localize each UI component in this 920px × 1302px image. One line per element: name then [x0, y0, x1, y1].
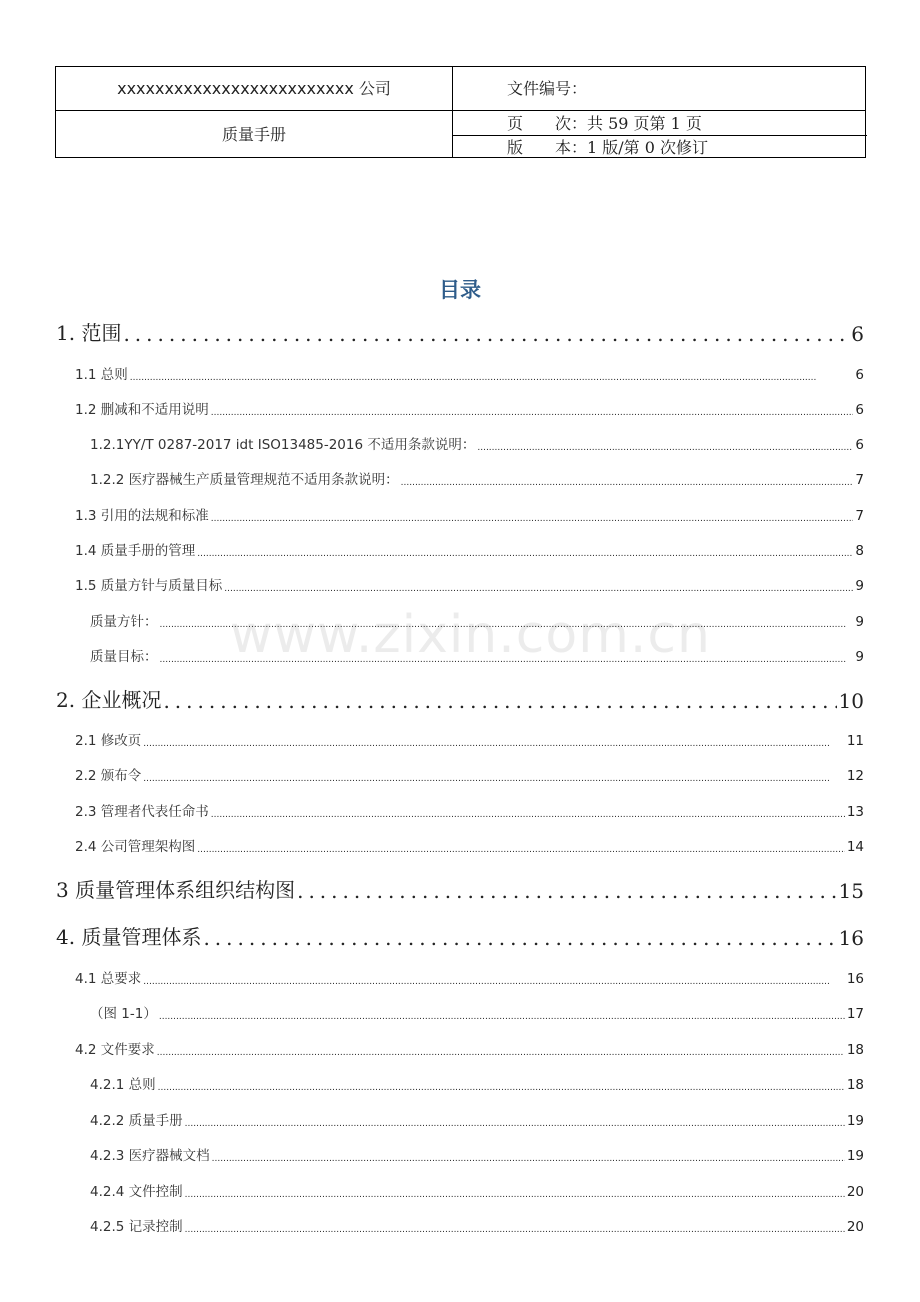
toc-entry-label: 4.2.3 医疗器械文档	[90, 1148, 210, 1164]
table-divider-horizontal-right	[452, 135, 867, 136]
toc-dot-leader	[158, 1083, 845, 1093]
toc-entry-label: 3 质量管理体系组织结构图	[56, 878, 296, 902]
page-label: 页 次：	[507, 114, 588, 133]
toc-entry[interactable]	[75, 1040, 864, 1058]
document-header-table	[55, 66, 866, 158]
toc-dot-leader	[211, 514, 854, 524]
toc-entry-label: （图 1-1）	[90, 1006, 157, 1022]
toc-entry[interactable]	[56, 687, 864, 713]
toc-entry[interactable]	[90, 470, 864, 488]
toc-entry-page: 16	[838, 926, 864, 950]
toc-dot-leader	[185, 1190, 845, 1200]
toc-entry-page: 10	[838, 689, 864, 713]
toc-dot-leader	[185, 1225, 845, 1235]
toc-entry-page: 13	[846, 804, 864, 820]
toc-entry-page: 6	[851, 322, 864, 346]
toc-entry-label: 2.3 管理者代表任命书	[75, 804, 209, 820]
toc-dot-leader	[159, 1012, 845, 1022]
toc-entry[interactable]	[75, 802, 864, 820]
toc-entry-page: 6	[855, 402, 864, 418]
version-info	[507, 140, 708, 156]
toc-entry[interactable]	[90, 1182, 864, 1200]
toc-dot-leader	[157, 1048, 845, 1058]
toc-entry-page: 11	[846, 733, 864, 749]
toc-entry-page: 6	[855, 367, 864, 383]
toc-dot-leader	[203, 926, 836, 950]
toc-entry[interactable]	[75, 400, 864, 418]
toc-entry-label: 1.3 引用的法规和标准	[75, 508, 209, 524]
toc-dot-leader	[224, 584, 853, 594]
toc-entry-page: 20	[846, 1219, 864, 1235]
toc-entry[interactable]	[75, 541, 864, 559]
toc-entry[interactable]	[56, 320, 864, 346]
toc-entry-label: 4.1 总要求	[75, 971, 142, 987]
toc-entry-page: 18	[846, 1042, 864, 1058]
toc-entry[interactable]	[90, 612, 864, 630]
toc-dot-leader	[160, 620, 854, 630]
toc-dot-leader	[197, 549, 853, 559]
toc-entry[interactable]	[75, 731, 864, 749]
toc-entry-page: 9	[855, 649, 864, 665]
toc-entry-label: 1.2 删减和不适用说明	[75, 402, 209, 418]
toc-entry[interactable]	[75, 506, 864, 524]
toc-entry-label: 4.2.4 文件控制	[90, 1184, 183, 1200]
toc-dot-leader	[477, 443, 853, 453]
toc-entry-label: 4.2.2 质量手册	[90, 1113, 183, 1129]
toc-entry-page: 17	[846, 1006, 864, 1022]
toc-dot-leader	[143, 774, 845, 784]
toc-entry-page: 6	[855, 437, 864, 453]
toc-entry-page: 7	[855, 508, 864, 524]
toc-entry[interactable]	[90, 1146, 864, 1164]
toc-entry[interactable]	[90, 1111, 864, 1129]
toc-entry[interactable]	[56, 877, 864, 903]
toc-entry-page: 9	[855, 614, 864, 630]
page-info	[507, 116, 702, 132]
toc-dot-leader	[211, 408, 854, 418]
toc-entry[interactable]	[90, 1004, 864, 1022]
toc-entry-label: 4.2 文件要求	[75, 1042, 155, 1058]
toc-dot-leader	[160, 655, 854, 665]
toc-entry-label: 1.2.1YY/T 0287-2017 idt ISO13485-2016 不适用条款说明：	[90, 437, 476, 453]
toc-entry-label: 1. 范围	[56, 321, 122, 345]
version-label: 版 本：	[507, 138, 588, 157]
toc-dot-leader	[212, 1154, 845, 1164]
toc-dot-leader	[143, 739, 845, 749]
toc-entry-page: 8	[855, 543, 864, 559]
toc-dot-leader	[401, 478, 854, 488]
version-value: 1 版/第 0 次修订	[587, 138, 709, 157]
toc-entry-label: 2.4 公司管理架构图	[75, 839, 196, 855]
toc-entry-label: 4. 质量管理体系	[56, 925, 202, 949]
toc-dot-leader	[211, 810, 845, 820]
toc-title: 目录	[439, 278, 481, 302]
toc-dot-leader	[130, 373, 854, 383]
toc-entry-page: 12	[846, 768, 864, 784]
toc-entry-page: 18	[846, 1077, 864, 1093]
toc-dot-leader	[143, 977, 845, 987]
toc-entry-label: 质量方针：	[90, 614, 158, 630]
toc-dot-leader	[185, 1119, 845, 1129]
company-name: xxxxxxxxxxxxxxxxxxxxxxxxx 公司	[117, 79, 391, 98]
toc-entry-label: 1.1 总则	[75, 367, 128, 383]
toc-entry-page: 14	[846, 839, 864, 855]
toc-entry-page: 15	[838, 879, 864, 903]
toc-entry-label: 2.2 颁布令	[75, 768, 142, 784]
toc-entry-page: 7	[855, 472, 864, 488]
toc-entry-label: 4.2.1 总则	[90, 1077, 156, 1093]
toc-entry-label: 4.2.5 记录控制	[90, 1219, 183, 1235]
toc-entry-label: 1.2.2 医疗器械生产质量管理规范不适用条款说明：	[90, 472, 399, 488]
table-divider-horizontal	[56, 110, 865, 111]
table-divider-vertical	[452, 67, 453, 157]
doc-number-label: 文件编号：	[507, 79, 588, 98]
toc-dot-leader	[297, 879, 836, 903]
page-value: 共 59 页第 1 页	[587, 114, 702, 133]
toc-entry-label: 2.1 修改页	[75, 733, 142, 749]
toc-entry-label: 质量目标：	[90, 649, 158, 665]
toc-dot-leader	[123, 322, 849, 346]
toc-entry[interactable]	[75, 837, 864, 855]
toc-entry-page: 19	[846, 1148, 864, 1164]
manual-title: 质量手册	[221, 125, 286, 144]
toc-entry-page: 19	[846, 1113, 864, 1129]
toc-entry[interactable]	[90, 647, 864, 665]
toc-entry[interactable]	[90, 1075, 864, 1093]
toc-entry-label: 1.5 质量方针与质量目标	[75, 578, 223, 594]
toc-entry-page: 16	[846, 971, 864, 987]
watermark: www.zixin.com.cn	[230, 605, 711, 665]
toc-entry[interactable]	[75, 576, 864, 594]
toc-entry[interactable]	[75, 365, 864, 383]
toc-entry[interactable]	[75, 969, 864, 987]
toc-entry-label: 2. 企业概况	[56, 688, 162, 712]
toc-dot-leader	[163, 689, 836, 713]
toc-dot-leader	[197, 845, 845, 855]
toc-entry-page: 20	[846, 1184, 864, 1200]
toc-entry[interactable]	[90, 435, 864, 453]
toc-entry-page: 9	[855, 578, 864, 594]
toc-entry[interactable]	[90, 1217, 864, 1235]
toc-entry[interactable]	[56, 924, 864, 950]
toc-entry-label: 1.4 质量手册的管理	[75, 543, 196, 559]
toc-entry[interactable]	[75, 766, 864, 784]
